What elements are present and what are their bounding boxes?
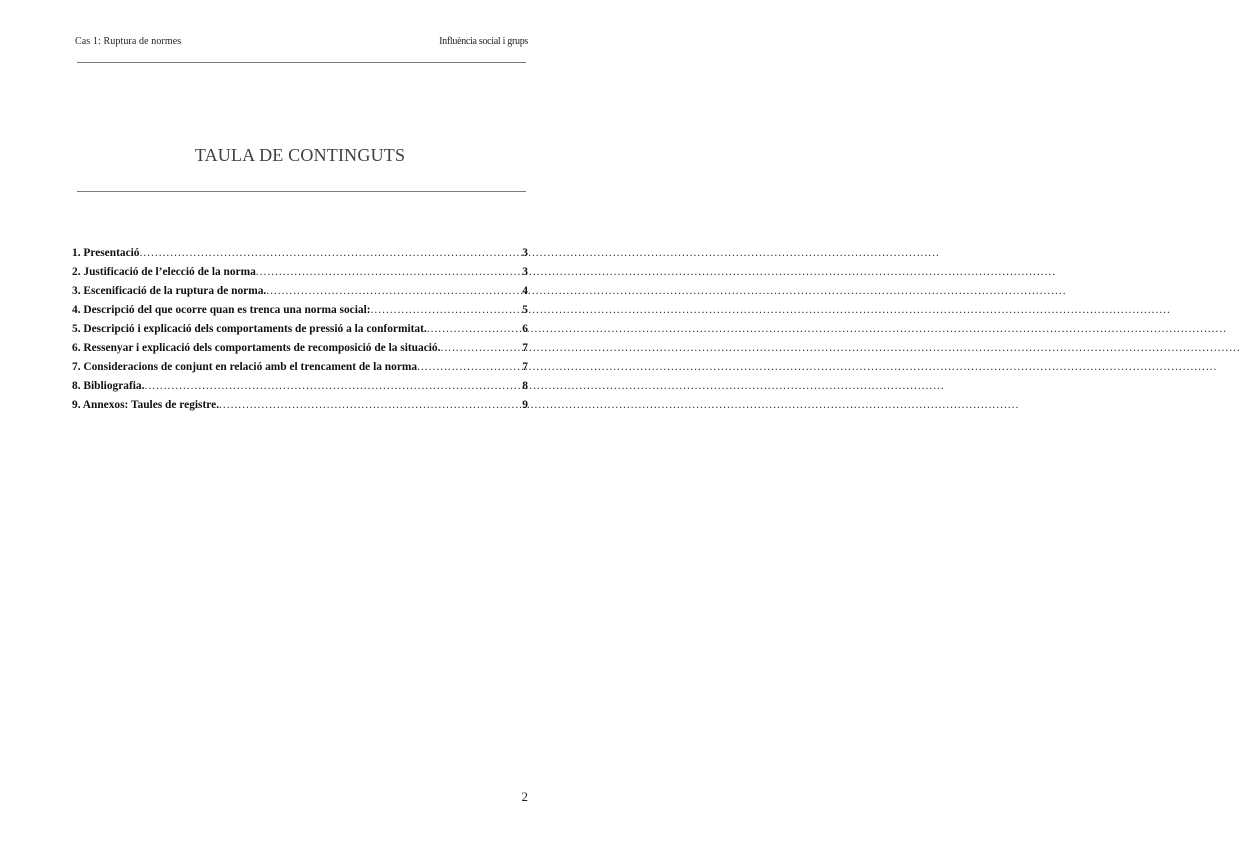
toc-entry-page: 6	[522, 323, 528, 335]
toc-entry-page: 7	[522, 342, 528, 354]
header-divider	[77, 62, 526, 63]
toc-dot-leader	[139, 247, 521, 259]
toc-dot-leader	[219, 399, 521, 411]
toc-entry-consideracions[interactable]	[72, 361, 528, 380]
toc-entry-justificacio[interactable]	[72, 266, 528, 285]
table-of-contents	[72, 247, 528, 418]
toc-entry-label: 8. Bibliografia.	[72, 380, 145, 392]
toc-entry-page: 8	[522, 380, 528, 392]
toc-entry-label: 6. Ressenyar i explicació dels comportaments de recomposició de la situació.	[72, 342, 441, 354]
toc-dot-leader	[371, 304, 522, 316]
toc-dot-leader	[440, 342, 521, 354]
toc-dot-leader	[417, 361, 521, 373]
toc-entry-label: 9. Annexos: Taules de registre.	[72, 399, 220, 411]
toc-dot-leader	[266, 285, 521, 297]
page-number: 2	[521, 789, 528, 804]
toc-entry-page: 3	[522, 247, 528, 259]
page-title: TAULA DE CONTINGUTS	[194, 145, 406, 165]
toc-entry-label: 5. Descripció i explicació dels comportaments de pressió a la conformitat.	[72, 323, 427, 335]
toc-entry-page: 5	[522, 304, 528, 316]
title-divider	[77, 191, 526, 192]
toc-entry-page: 4	[522, 285, 528, 297]
toc-entry-bibliografia[interactable]	[72, 380, 528, 399]
toc-entry-descripcio-ruptura[interactable]	[72, 304, 528, 323]
toc-entry-label: 7. Consideracions de conjunt en relació amb el trencament de la norma	[72, 361, 418, 373]
toc-entry-escenificacio[interactable]	[72, 285, 528, 304]
toc-entry-label: 4. Descripció del que ocorre quan es trenca una norma social:	[72, 304, 371, 316]
toc-dot-leader	[256, 266, 522, 278]
toc-entry-label: 1. Presentació	[72, 247, 140, 259]
toc-entry-page: 3	[522, 266, 528, 278]
running-header-right: Influència social i grups	[439, 36, 528, 47]
toc-entry-page: 7	[522, 361, 528, 373]
toc-dot-leader	[144, 380, 521, 392]
toc-entry-recomposicio[interactable]	[72, 342, 528, 361]
toc-entry-label: 2. Justificació de l’elecció de la norma	[72, 266, 256, 278]
toc-entry-pressio-conformitat[interactable]	[72, 323, 528, 342]
toc-entry-presentacio[interactable]	[72, 247, 528, 266]
toc-entry-page: 9	[522, 399, 528, 411]
running-header-left: Cas 1: Ruptura de normes	[75, 36, 182, 47]
toc-dot-leader	[427, 323, 522, 335]
toc-entry-annexos[interactable]	[72, 399, 528, 418]
toc-entry-label: 3. Escenificació de la ruptura de norma.	[72, 285, 267, 297]
